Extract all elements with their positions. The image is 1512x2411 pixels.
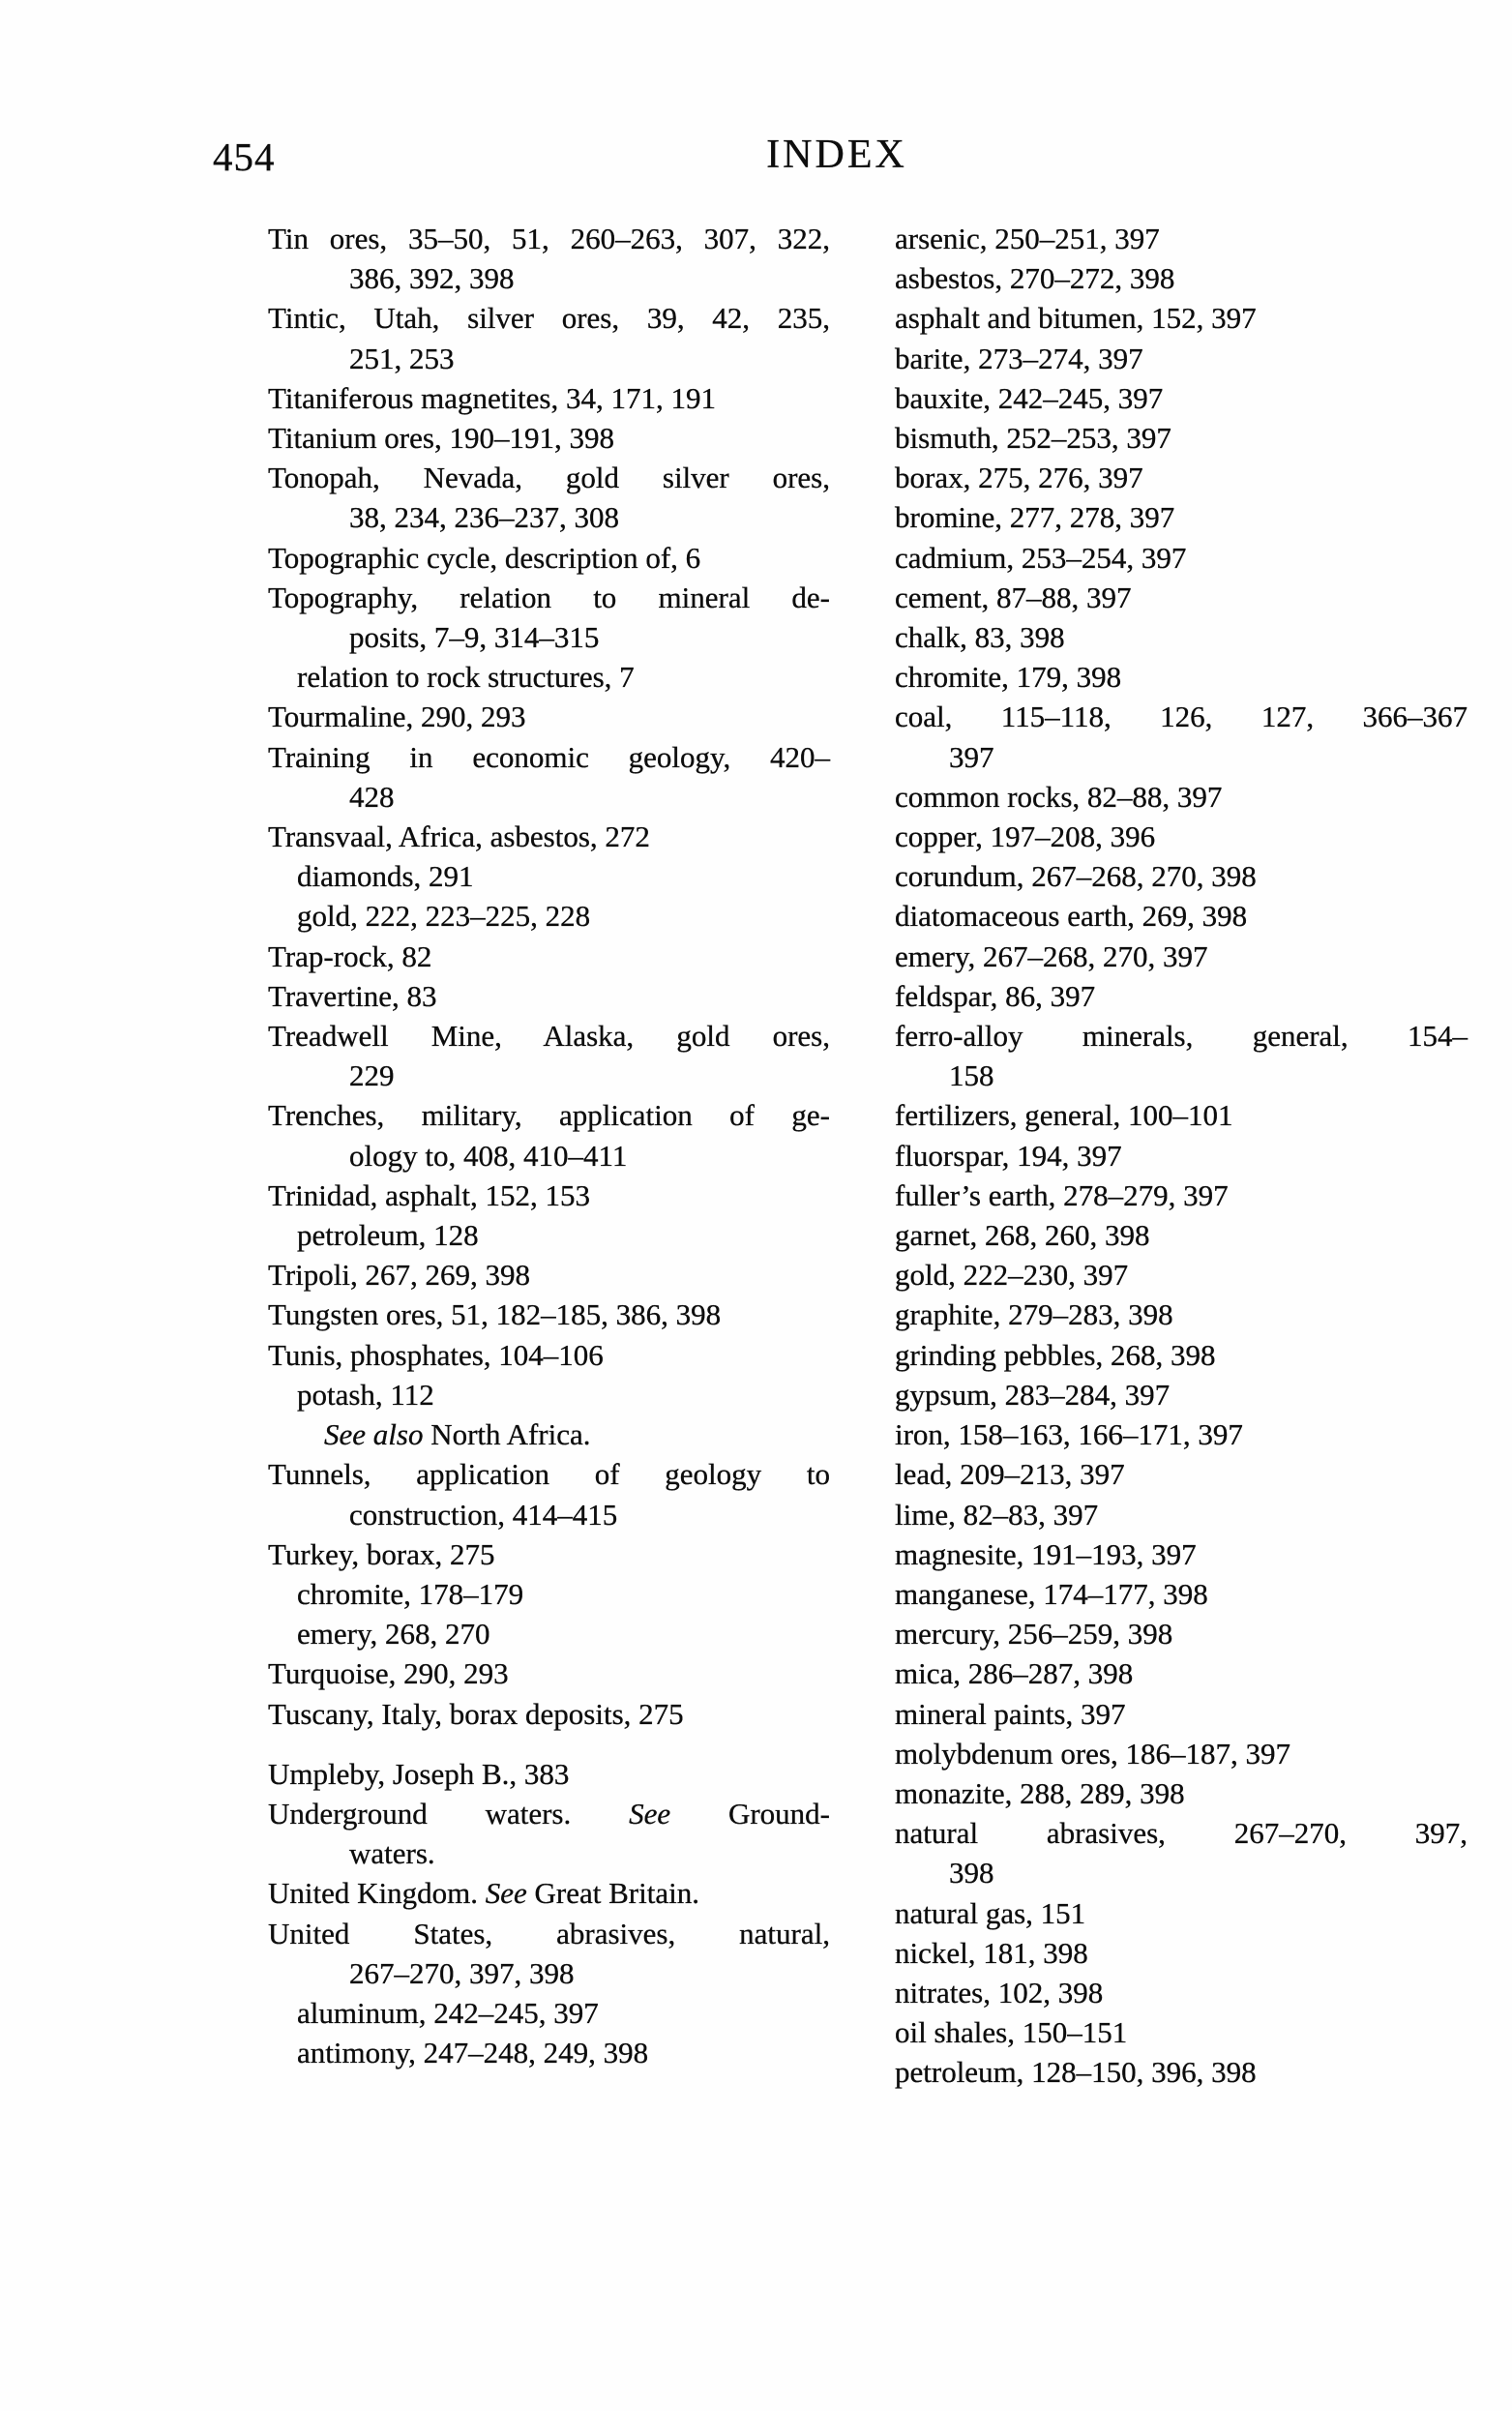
index-line: Tintic, Utah, silver ores, 39, 42, 235,	[268, 301, 830, 336]
index-line: 158	[949, 1058, 994, 1093]
index-line: fuller’s earth, 278–279, 397	[895, 1177, 1229, 1212]
index-line: oil shales, 150–151	[895, 2015, 1128, 2050]
index-line: graphite, 279–283, 398	[895, 1297, 1173, 1332]
index-line: 428	[349, 779, 395, 814]
index-line: gypsum, 283–284, 397	[895, 1377, 1171, 1412]
index-line: construction, 414–415	[349, 1497, 618, 1532]
index-line: 398	[949, 1856, 994, 1890]
index-line: posits, 7–9, 314–315	[349, 620, 600, 655]
index-right-column	[895, 219, 1468, 2093]
index-line: Tourmaline, 290, 293	[268, 699, 526, 734]
index-line: petroleum, 128	[297, 1218, 479, 1253]
index-line: See also North Africa.	[324, 1417, 591, 1452]
index-line: Transvaal, Africa, asbestos, 272	[268, 819, 650, 854]
index-line: mica, 286–287, 398	[895, 1656, 1134, 1691]
index-line: emery, 268, 270	[297, 1617, 490, 1652]
index-line: grinding pebbles, 268, 398	[895, 1337, 1216, 1372]
index-line: Underground waters. See Ground-	[268, 1796, 830, 1831]
index-line: nitrates, 102, 398	[895, 1975, 1104, 2009]
index-line: 386, 392, 398	[349, 261, 515, 296]
index-line: waters.	[349, 1836, 435, 1871]
index-line: magnesite, 191–193, 397	[895, 1536, 1197, 1571]
page-title: INDEX	[766, 133, 907, 177]
index-line: Topographic cycle, description of, 6	[268, 540, 701, 575]
index-line: Tonopah, Nevada, gold silver ores,	[268, 461, 830, 495]
index-line: corundum, 267–268, 270, 398	[895, 859, 1257, 894]
index-line: Tuscany, Italy, borax deposits, 275	[268, 1696, 684, 1731]
index-line: Tungsten ores, 51, 182–185, 386, 398	[268, 1297, 722, 1332]
index-line: relation to rock structures, 7	[297, 660, 635, 695]
index-line: lead, 209–213, 397	[895, 1457, 1125, 1492]
index-line: Topography, relation to mineral de-	[268, 580, 830, 614]
index-line: mercury, 256–259, 398	[895, 1617, 1173, 1652]
index-line: asphalt and bitumen, 152, 397	[895, 301, 1257, 336]
index-line: bismuth, 252–253, 397	[895, 421, 1171, 456]
index-line: mineral paints, 397	[895, 1696, 1126, 1731]
index-line: 251, 253	[349, 341, 455, 375]
index-line: bauxite, 242–245, 397	[895, 380, 1164, 415]
index-line: natural abrasives, 267–270, 397,	[895, 1816, 1468, 1851]
index-line: fertilizers, general, 100–101	[895, 1098, 1233, 1133]
index-line: United Kingdom. See Great Britain.	[268, 1876, 699, 1911]
index-line: common rocks, 82–88, 397	[895, 779, 1223, 814]
index-line: Trinidad, asphalt, 152, 153	[268, 1177, 590, 1212]
index-line: bromine, 277, 278, 397	[895, 500, 1175, 535]
index-line: barite, 273–274, 397	[895, 341, 1143, 375]
index-line: lime, 82–83, 397	[895, 1497, 1099, 1532]
index-line: cement, 87–88, 397	[895, 580, 1132, 614]
index-line: 229	[349, 1058, 395, 1093]
index-line: molybdenum ores, 186–187, 397	[895, 1736, 1290, 1771]
index-line: nickel, 181, 398	[895, 1935, 1088, 1970]
index-line: iron, 158–163, 166–171, 397	[895, 1417, 1243, 1452]
index-line: aluminum, 242–245, 397	[297, 1995, 599, 2030]
index-line: chromite, 178–179	[297, 1576, 524, 1611]
index-line: Umpleby, Joseph B., 383	[268, 1756, 570, 1791]
index-line: potash, 112	[297, 1377, 434, 1412]
index-line: Travertine, 83	[268, 978, 437, 1013]
page-number: 454	[213, 134, 276, 179]
index-line: 397	[949, 739, 994, 774]
index-line: gold, 222–230, 397	[895, 1258, 1129, 1293]
index-line: chalk, 83, 398	[895, 620, 1065, 655]
index-line: Titanium ores, 190–191, 398	[268, 421, 614, 456]
index-line: emery, 267–268, 270, 397	[895, 938, 1208, 973]
index-line: garnet, 268, 260, 398	[895, 1218, 1150, 1253]
index-line: Tin ores, 35–50, 51, 260–263, 307, 322,	[268, 222, 830, 255]
index-line: Turquoise, 290, 293	[268, 1656, 509, 1691]
index-line: ferro-alloy minerals, general, 154–	[895, 1019, 1468, 1054]
index-line: feldspar, 86, 397	[895, 978, 1096, 1013]
index-line: Trenches, military, application of ge-	[268, 1098, 830, 1133]
index-line: natural gas, 151	[895, 1895, 1086, 1930]
index-line: Turkey, borax, 275	[268, 1536, 495, 1571]
index-line: gold, 222, 223–225, 228	[297, 899, 591, 934]
index-line: United States, abrasives, natural,	[268, 1916, 830, 1950]
index-line: chromite, 179, 398	[895, 660, 1122, 695]
index-line: 38, 234, 236–237, 308	[349, 500, 619, 535]
index-line: Tripoli, 267, 269, 398	[268, 1258, 531, 1293]
index-line: fluorspar, 194, 397	[895, 1138, 1122, 1173]
index-line: Trap-rock, 82	[268, 938, 432, 973]
index-line: Treadwell Mine, Alaska, gold ores,	[268, 1019, 830, 1054]
index-line: coal, 115–118, 126, 127, 366–367	[895, 699, 1468, 734]
index-line: cadmium, 253–254, 397	[895, 540, 1187, 575]
index-line: Titaniferous magnetites, 34, 171, 191	[268, 380, 716, 415]
index-line: manganese, 174–177, 398	[895, 1576, 1208, 1611]
index-line: borax, 275, 276, 397	[895, 461, 1143, 495]
index-line: Tunis, phosphates, 104–106	[268, 1337, 604, 1372]
index-line: asbestos, 270–272, 398	[895, 261, 1175, 296]
index-line: 267–270, 397, 398	[349, 1955, 575, 1990]
index-line: Tunnels, application of geology to	[268, 1457, 830, 1492]
index-line: petroleum, 128–150, 396, 398	[895, 2055, 1257, 2090]
index-left-column	[268, 219, 830, 2072]
index-line: diatomaceous earth, 269, 398	[895, 899, 1248, 934]
index-line: copper, 197–208, 396	[895, 819, 1156, 854]
index-line: arsenic, 250–251, 397	[895, 222, 1160, 255]
index-line: antimony, 247–248, 249, 398	[297, 2036, 649, 2070]
index-line: diamonds, 291	[297, 859, 474, 894]
index-line: ology to, 408, 410–411	[349, 1138, 628, 1173]
index-line: Training in economic geology, 420–	[268, 739, 830, 774]
index-line: monazite, 288, 289, 398	[895, 1775, 1185, 1810]
